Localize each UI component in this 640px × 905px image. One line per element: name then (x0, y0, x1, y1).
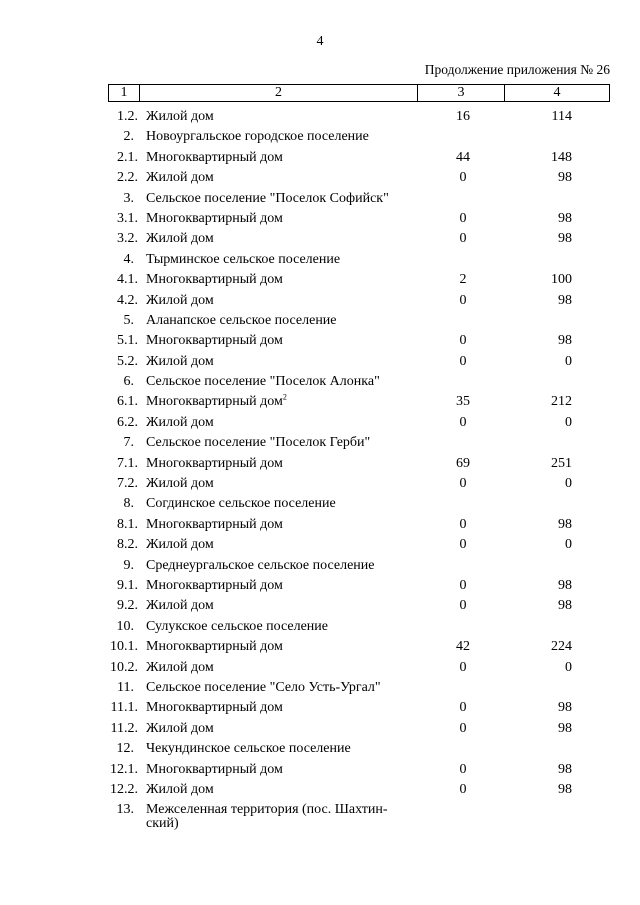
row-number: 2. (123, 129, 134, 145)
table-row (0, 352, 640, 372)
row-label-text: Сельское поселение "Поселок Алонка" (146, 374, 380, 390)
row-label-text: Сельское поселение "Поселок Герби" (146, 435, 371, 451)
row-number: 9.2. (117, 598, 138, 614)
value-col4: 148 (551, 149, 572, 165)
header-cell: 3 (418, 85, 505, 101)
table-row (0, 209, 640, 229)
row-label (146, 352, 416, 372)
row-number: 2.2. (117, 170, 138, 186)
row-label (146, 270, 416, 290)
table-row (0, 698, 640, 718)
section-row (0, 494, 640, 514)
row-label-text: Многоквартирный дом (146, 455, 283, 471)
section-row (0, 556, 640, 576)
row-label-text: Аланапское сельское поселение (146, 312, 337, 328)
row-label-text: Жилой дом (146, 720, 214, 736)
row-label (146, 433, 416, 453)
row-number: 3. (123, 190, 134, 206)
value-col3: 0 (459, 577, 467, 593)
value-col3: 0 (459, 700, 467, 716)
section-row (0, 127, 640, 147)
row-label (146, 617, 416, 637)
section-row (0, 311, 640, 331)
row-label-text: Среднеургальское сельское поселение (146, 557, 375, 573)
table-row (0, 760, 640, 780)
row-number: 10. (116, 618, 134, 634)
value-col3: 0 (459, 720, 467, 736)
row-number: 9.1. (117, 577, 138, 593)
row-label (146, 698, 416, 718)
row-label (146, 229, 416, 249)
row-label (146, 291, 416, 311)
row-label-text: Жилой дом (146, 537, 214, 553)
value-col4: 224 (551, 639, 572, 655)
row-label-text: Многоквартирный дом (146, 333, 283, 349)
value-col3: 0 (459, 333, 467, 349)
table-row (0, 474, 640, 494)
value-col3: 0 (459, 476, 467, 492)
row-label (146, 454, 416, 474)
table-body (0, 107, 640, 840)
row-label-text: Многоквартирный дом (146, 149, 283, 165)
row-label-text: Жилой дом (146, 414, 214, 430)
value-col4: 100 (551, 272, 572, 288)
table-row (0, 413, 640, 433)
row-number: 5.2. (117, 353, 138, 369)
row-label-text: Жилой дом (146, 598, 214, 614)
row-label (146, 127, 416, 147)
section-row (0, 800, 640, 840)
section-row (0, 372, 640, 392)
section-row (0, 739, 640, 759)
row-number: 7. (123, 435, 134, 451)
table-row (0, 107, 640, 127)
row-label-text: Тырминское сельское поселение (146, 251, 341, 267)
row-label (146, 209, 416, 229)
row-number: 2.1. (117, 149, 138, 165)
row-label-text: Жилой дом (146, 170, 214, 186)
row-label (146, 474, 416, 494)
value-col3: 0 (459, 292, 467, 308)
row-number: 4.2. (117, 292, 138, 308)
row-number: 10.1. (110, 639, 138, 655)
row-label-text: Жилой дом (146, 231, 214, 247)
row-number: 7.1. (117, 455, 138, 471)
value-col4: 98 (558, 231, 572, 247)
row-label (146, 250, 416, 270)
row-label (146, 780, 416, 800)
row-label (146, 107, 416, 127)
row-number: 12.2. (110, 781, 138, 797)
section-row (0, 678, 640, 698)
value-col3: 0 (459, 659, 467, 675)
value-col4: 251 (551, 455, 572, 471)
value-col4: 98 (558, 577, 572, 593)
table-row (0, 168, 640, 188)
row-label (146, 678, 416, 698)
table-row (0, 596, 640, 616)
row-label (146, 719, 416, 739)
value-col4: 98 (558, 333, 572, 349)
row-label (146, 392, 416, 412)
value-col3: 2 (459, 272, 467, 288)
value-col3: 42 (456, 639, 470, 655)
row-number: 7.2. (117, 476, 138, 492)
table-row (0, 392, 640, 412)
row-label (146, 372, 416, 392)
row-number: 8. (123, 496, 134, 512)
value-col3: 0 (459, 414, 467, 430)
row-number: 3.2. (117, 231, 138, 247)
table-row (0, 331, 640, 351)
table-row (0, 637, 640, 657)
row-label-text: Многоквартирный дом (146, 516, 283, 532)
row-number: 12.1. (110, 761, 138, 777)
row-label-text: Многоквартирный дом (146, 639, 283, 655)
value-col3: 44 (456, 149, 470, 165)
row-label-continuation: ский) (146, 816, 179, 832)
row-label-text: Многоквартирный дом (146, 210, 283, 226)
row-label (146, 803, 416, 831)
value-col4: 98 (558, 720, 572, 736)
value-col3: 0 (459, 781, 467, 797)
row-label-text: Сельское поселение "Село Усть-Ургал" (146, 679, 381, 695)
row-label (146, 658, 416, 678)
row-label-text: Жилой дом (146, 476, 214, 492)
row-label-text: Сельское поселение "Поселок Софийск" (146, 190, 389, 206)
section-row (0, 433, 640, 453)
row-label (146, 331, 416, 351)
value-col4: 212 (551, 394, 572, 410)
value-col3: 16 (456, 109, 470, 124)
row-number: 6.2. (117, 414, 138, 430)
value-col3: 0 (459, 210, 467, 226)
row-label (146, 148, 416, 168)
row-label-text: Жилой дом (146, 659, 214, 675)
row-label (146, 596, 416, 616)
header-cell: 2 (140, 85, 418, 101)
value-col3: 0 (459, 170, 467, 186)
table-row (0, 535, 640, 555)
row-label (146, 515, 416, 535)
row-label-text: Жилой дом (146, 781, 214, 797)
row-number: 11. (117, 679, 134, 695)
row-label (146, 168, 416, 188)
continuation-note: Продолжение приложения № 26 (424, 62, 610, 77)
table-row (0, 270, 640, 290)
footnote-mark: 2 (282, 392, 287, 402)
header-cell: 1 (109, 85, 140, 101)
section-row (0, 189, 640, 209)
value-col4: 0 (565, 353, 572, 369)
value-col4: 98 (558, 516, 572, 532)
row-label-text: Чекундинское сельское поселение (146, 741, 351, 757)
value-col4: 98 (558, 292, 572, 308)
row-label (146, 576, 416, 596)
row-number: 10.2. (110, 659, 138, 675)
row-label (146, 637, 416, 657)
table-row (0, 658, 640, 678)
section-row (0, 617, 640, 637)
value-col3: 0 (459, 231, 467, 247)
table-row (0, 719, 640, 739)
row-number: 8.2. (117, 537, 138, 553)
row-number: 12. (116, 741, 134, 757)
row-label (146, 311, 416, 331)
value-col4: 98 (558, 210, 572, 226)
row-number: 11.1. (110, 700, 138, 716)
table-row (0, 576, 640, 596)
value-col3: 69 (456, 455, 470, 471)
value-col4: 98 (558, 781, 572, 797)
value-col4: 0 (565, 659, 572, 675)
row-number: 8.1. (117, 516, 138, 532)
row-label-text: Многоквартирный дом (146, 394, 283, 410)
table-row (0, 515, 640, 535)
row-number: 13. (116, 802, 134, 818)
row-label (146, 556, 416, 576)
table-row (0, 780, 640, 800)
row-number: 4. (123, 251, 134, 267)
row-number: 6. (123, 374, 134, 390)
row-label (146, 189, 416, 209)
value-col4: 0 (565, 537, 572, 553)
row-number: 6.1. (117, 394, 138, 410)
value-col4: 98 (558, 761, 572, 777)
table-row (0, 229, 640, 249)
value-col4: 98 (558, 170, 572, 186)
row-label (146, 413, 416, 433)
value-col4: 114 (551, 109, 572, 124)
section-row (0, 250, 640, 270)
row-number: 5. (123, 312, 134, 328)
row-label-text: Многоквартирный дом (146, 700, 283, 716)
row-label-text: Многоквартирный дом (146, 272, 283, 288)
row-number: 4.1. (117, 272, 138, 288)
value-col4: 0 (565, 414, 572, 430)
row-number: 5.1. (117, 333, 138, 349)
row-label (146, 760, 416, 780)
value-col4: 98 (558, 700, 572, 716)
row-label-text: Жилой дом (146, 292, 214, 308)
page-number: 4 (316, 34, 324, 49)
row-label (146, 535, 416, 555)
row-number: 9. (123, 557, 134, 573)
row-label (146, 739, 416, 759)
row-number: 1.2. (117, 109, 138, 124)
table-header (108, 84, 610, 102)
row-number: 3.1. (117, 210, 138, 226)
value-col3: 35 (456, 394, 470, 410)
row-label-text: Жилой дом (146, 109, 214, 124)
row-label-text: Жилой дом (146, 353, 214, 369)
row-label (146, 494, 416, 514)
value-col3: 0 (459, 353, 467, 369)
header-cell: 4 (553, 85, 561, 100)
table-row (0, 148, 640, 168)
row-label-text: Новоургальское городское поселение (146, 129, 369, 145)
row-label-text: Многоквартирный дом (146, 761, 283, 777)
value-col3: 0 (459, 761, 467, 777)
row-label-text: Сулукское сельское поселение (146, 618, 328, 634)
row-label-text: Межселенная территория (пос. Шахтин- (146, 802, 388, 818)
row-label-text: Многоквартирный дом (146, 577, 283, 593)
row-label-text: Согдинское сельское поселение (146, 496, 336, 512)
table-row (0, 454, 640, 474)
value-col4: 0 (565, 476, 572, 492)
value-col4: 98 (558, 598, 572, 614)
value-col3: 0 (459, 598, 467, 614)
value-col3: 0 (459, 537, 467, 553)
table-row (0, 291, 640, 311)
value-col3: 0 (459, 516, 467, 532)
row-number: 11.2. (110, 720, 138, 736)
